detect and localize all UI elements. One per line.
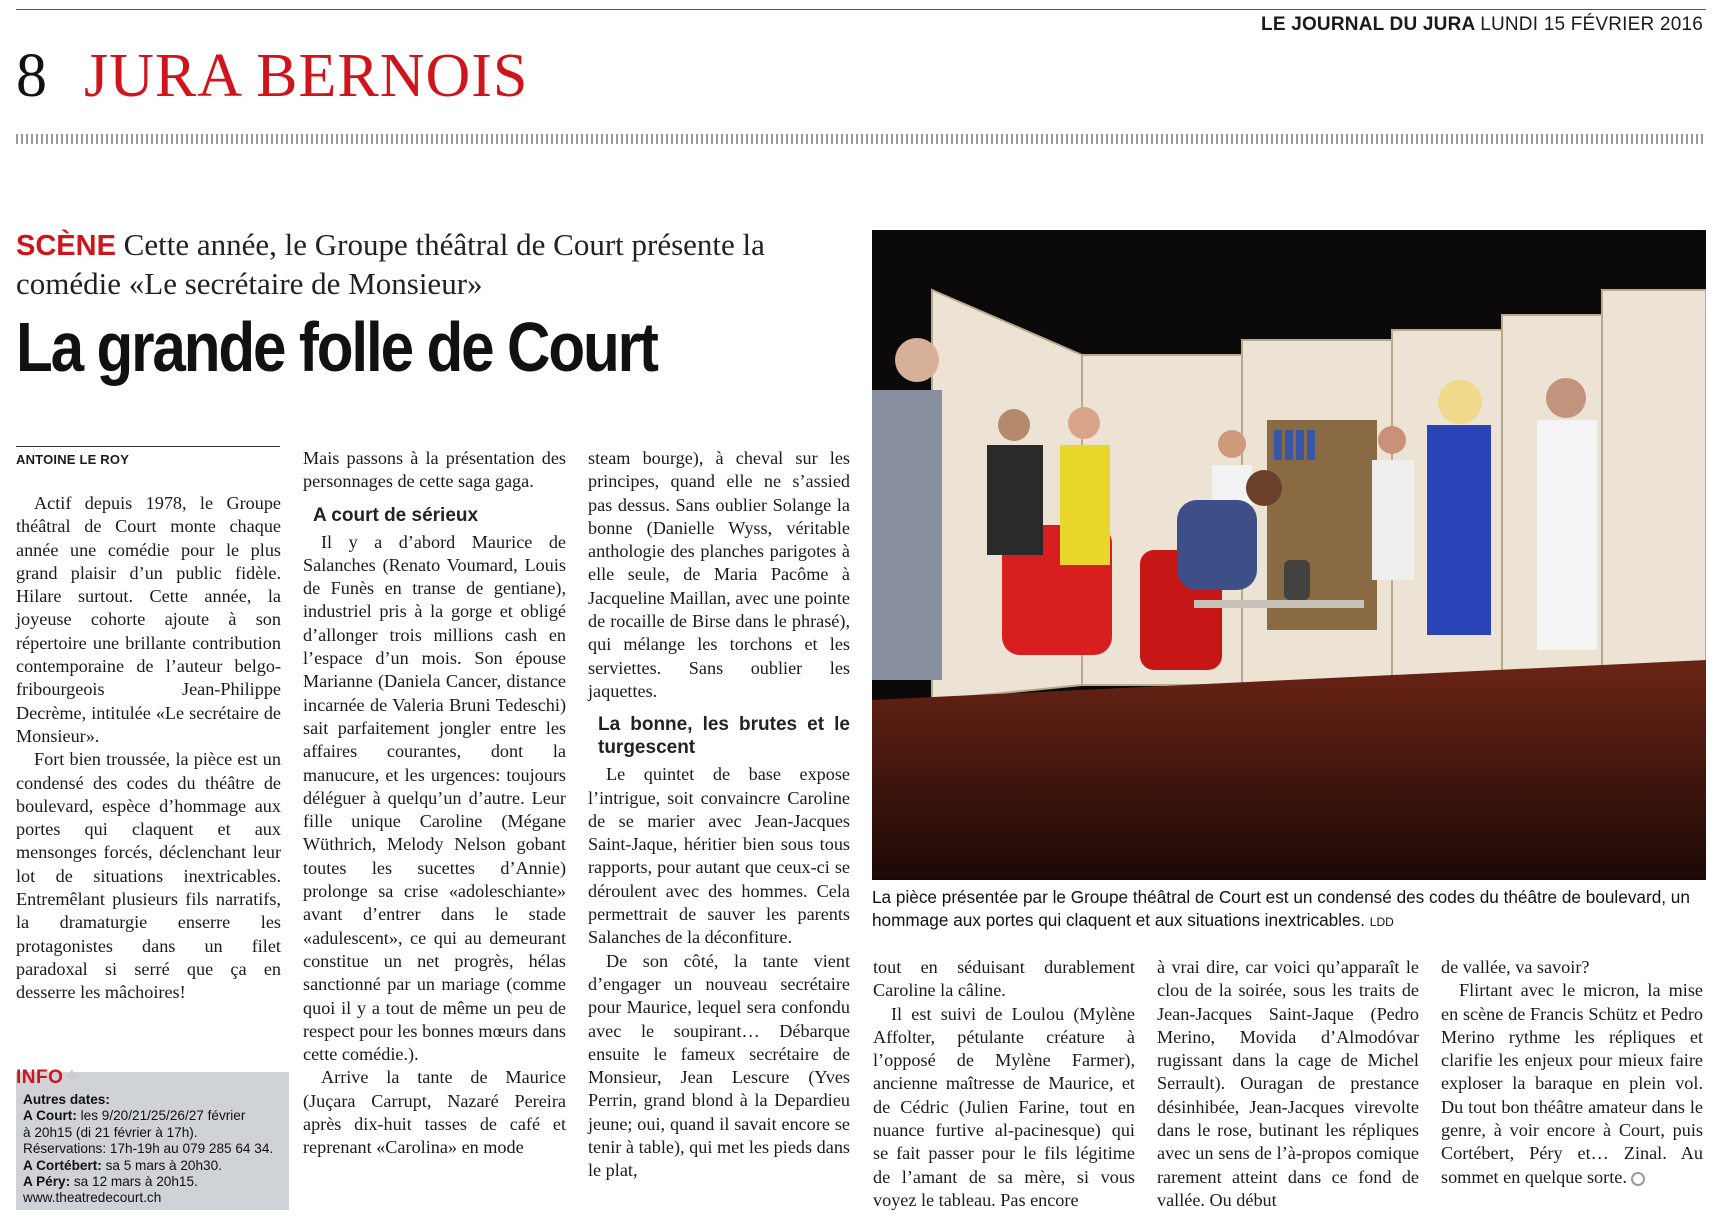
- kicker-text: Cette année, le Groupe théâtral de Court présente la comédie «Le secrétaire de Monsieur»: [16, 227, 765, 301]
- stage-photo-illustration: [872, 230, 1706, 880]
- paragraph: steam bourge), à cheval sur les principes, quand elle ne s’assied pas dessus. Sans oublier Solange la bonne (Danielle Wyss, véritable anthologie des planches parigotes à elle seule, de Maria Pacôme à Jacqueline Maillan, avec une pointe de rocaille de Birse dans le phrasé), qui mélange les torchons et les serviettes. Sans oublier les jaquettes.: [588, 448, 850, 701]
- info-line: A Cortébert: sa 5 mars à 20h30.: [23, 1157, 222, 1173]
- info-line: Réservations: 17h-19h au 079 285 64 34.: [23, 1141, 274, 1157]
- masthead-paper: LE JOURNAL DU JURA: [1261, 14, 1475, 35]
- paragraph: [1441, 979, 1703, 1189]
- info-line: A Court: les 9/20/21/25/26/27 février: [23, 1108, 246, 1124]
- top-rule: [16, 9, 1706, 10]
- info-website-link[interactable]: www.theatredecourt.ch: [23, 1190, 162, 1206]
- info-line: Autres dates:: [23, 1092, 110, 1107]
- info-line: A Péry: sa 12 mars à 20h15.: [23, 1174, 198, 1190]
- page-number: 8: [16, 42, 47, 110]
- text-column-3: [588, 447, 850, 1183]
- paragraph: Il est suivi de Loulou (Mylène Affolter, pétulante créature à l’opposé de Mylène Farmer), ancienne maîtresse de Maurice, et de Cédric (Julien Farine, tout en nuance furtive al-pacinesque) qui se fait passer pour le fils légitime de l’amant de sa mère, si vous voyez le tableau. Pas encore: [873, 1003, 1135, 1210]
- info-line: à 20h15 (di 21 février à 17h).: [23, 1124, 198, 1140]
- kicker-tag: SCÈNE: [16, 230, 116, 262]
- paragraph-text: Flirtant avec le micron, la mise en scène de Francis Schütz et Pedro Merino rythme les répliques et clarifie les enjeux pour mieux faire exploser la baraque en plein vol. Du tout bon théâtre amateur dans le genre, à voir encore à Court, puis Cortébert, Péry et… Zinal. Au sommet en quelque sorte.: [1441, 980, 1703, 1187]
- paragraph: à vrai dire, car voici qu’apparaît le clou de la soirée, sous les traits de Jean-Jacques Saint-Jaque (Pedro Merino, Movida d’Almodóvar rugissant dans la cage de Michel Serrault). Ouragan de prestance désinhibée, Jean-Jacques virevolte dans le rose, butinant les répliques avec un sens de l’à-propos comique rarement atteint dans ce fond de vallée. Ou début: [1157, 957, 1419, 1210]
- text-column-2: [303, 447, 566, 1160]
- dotted-divider: [16, 134, 1706, 144]
- article-kicker: [16, 226, 862, 302]
- text-column-5: [1157, 956, 1419, 1212]
- info-body: [23, 1092, 285, 1207]
- paragraph: Mais passons à la présentation des personnages de cette saga gaga.: [303, 448, 566, 492]
- text-column-6: [1441, 956, 1703, 1189]
- paragraph: Arrive la tante de Maurice (Juçara Carrupt, Nazaré Pereira après dix-huit tasses de café et reprenant «Carolina» en mode: [303, 1067, 566, 1158]
- article-author: ANTOINE LE ROY: [16, 446, 280, 467]
- paragraph: De son côté, la tante vient d’engager un nouveau secrétaire pour Maurice, lequel sera confondu avec le soupirant… Débarque ensuite le fameux secrétaire de Monsieur, Jean Lescure (Yves Perrin, grand blond à la Depardieu jeune; oui, quand il savait encore se tenir à table), qui met les pieds dans le plat,: [588, 950, 850, 1181]
- plus-icon: +: [66, 1065, 78, 1087]
- paragraph: Actif depuis 1978, le Groupe théâtral de Court monte chaque année une comédie pour le plus grand plaisir d’un public fidèle. Hilare surtout. Cette année, la joyeuse cohorte ajoute à son répertoire une brillante contribution contemporaine de l’auteur belgo-fribourgeois Jean-Philippe Decrème, intitulée «Le secrétaire de Monsieur».: [16, 493, 281, 746]
- photo-credit: LDD: [1369, 915, 1394, 929]
- section-title: JURA BERNOIS: [84, 42, 529, 110]
- paragraph: Le quintet de base expose l’intrigue, soit convaincre Caroline de se marier avec Jean-Jacques Saint-Jaque, héritier bien sous tous rapports, pour autant que ceux-ci se déroulent avec des hommes. Cela permettrait de sauver les parents Salanches de la déconfiture.: [588, 764, 850, 948]
- end-mark-icon: [1631, 1172, 1645, 1186]
- info-label: INFO: [16, 1067, 64, 1088]
- masthead: [1261, 14, 1703, 36]
- text-column-1: [16, 492, 281, 1005]
- caption-text: La pièce présentée par le Groupe théâtral de Court est un condensé des codes du théâtre de boulevard, un hommage aux portes qui claquent et aux situations inextricables.: [872, 887, 1690, 930]
- text-column-4: [873, 956, 1135, 1212]
- masthead-date: LUNDI 15 FÉVRIER 2016: [1480, 14, 1703, 35]
- photo-caption: [872, 886, 1706, 934]
- info-box: [16, 1065, 289, 1210]
- paragraph: tout en séduisant durablement Caroline la câline.: [873, 957, 1135, 1001]
- subheading-1: A court de sérieux: [313, 504, 479, 526]
- bookshelf: [1267, 420, 1377, 630]
- subheading-2: La bonne, les brutes et le turgescent: [598, 714, 850, 759]
- paragraph: Il y a d’abord Maurice de Salanches (Renato Voumard, Louis de Funès en transe de gentiane), industriel pris à la gorge et obligé d’allonger trois millions cash en l’espace d’un mois. Son épouse Marianne (Daniela Cancer, distance incarnée de Valeria Bruni Tedeschi) sait parfaitement jongler entre les affaires courantes, dont la manucure, et les urgences: toujours déléguer à quelqu’un d’autre. Leur fille unique Caroline (Mégane Wüthrich, Melody Nelson gobant toutes les sucettes d’Annie) prolonge sa crise «adoleschiante» avant d’entrer dans le stade «adulescent», ce qui au demeurant constitue un net progrès, hélas sanctionné par un mariage (comme quoi il y a tout de même un peu de respect pour les bonnes mœurs dans cette comédie.).: [303, 531, 566, 1065]
- article-headline: La grande folle de Court: [16, 308, 657, 386]
- paragraph: Fort bien troussée, la pièce est un condensé des codes du théâtre de boulevard, espèce d’hommage aux portes qui claquent et aux mensonges forcés, déclenchant leur lot de situations inextricables. Entremêlant plusieurs fils narratifs, la dramaturgie enserre les protagonistes dans un filet paradoxal si serré que ça en desserre les mâchoires!: [16, 749, 281, 1003]
- paragraph: de vallée, va savoir?: [1441, 957, 1590, 977]
- article-photo: [872, 230, 1706, 880]
